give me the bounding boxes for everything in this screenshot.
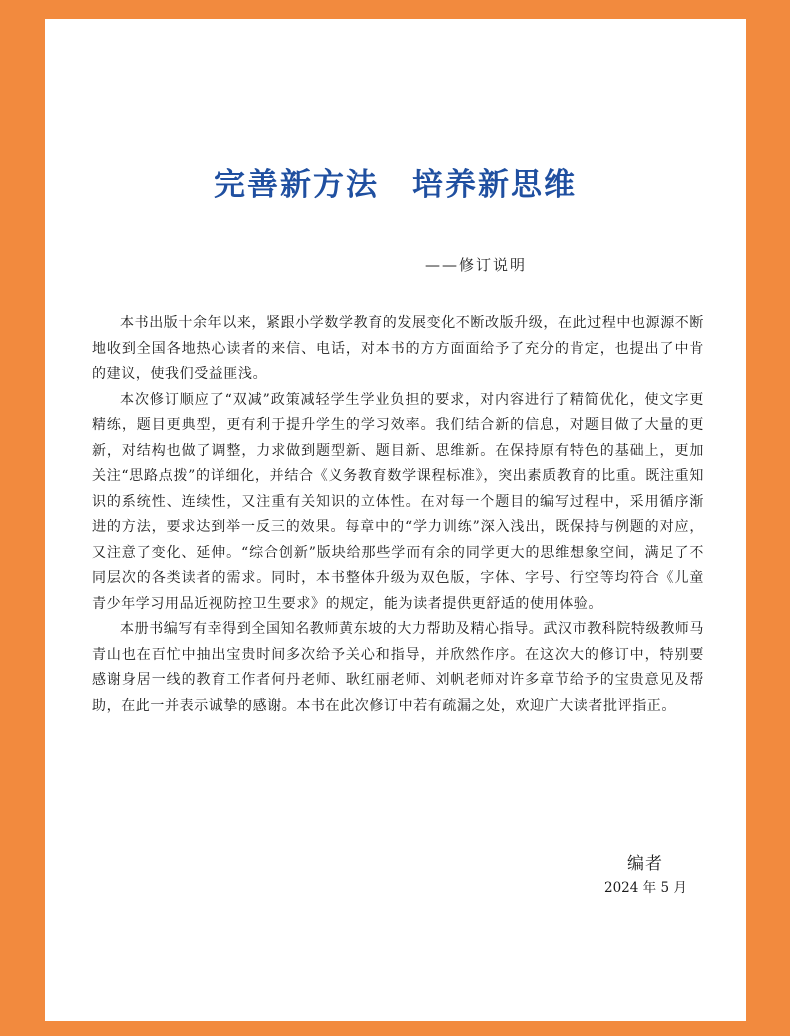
document-body bbox=[92, 311, 704, 719]
paragraph: 本册书编写有幸得到全国知名教师黄东坡的大力帮助及精心指导。武汉市教科院特级教师马青山也在百忙中抽出宝贵时间多次给予关心和指导，并欣然作序。在这次大的修订中，特别要感谢身居一线的教育工作者何丹老师、耿红丽老师、刘帆老师对许多章节给予的宝贵意见及帮助，在此一并表示诚挚的感谢。本书在此次修订中若有疏漏之处，欢迎广大读者批评指正。 bbox=[92, 621, 704, 714]
document-subtitle: ——修订说明 bbox=[425, 256, 528, 274]
paragraph: 本次修订顺应了“双减”政策减轻学生学业负担的要求，对内容进行了精简优化，使文字更精练，题目更典型，更有利于提升学生的学习效率。我们结合新的信息，对题目做了大量的更新，对结构也做了调整，力求做到题型新、题目新、思维新。在保持原有特色的基础上，更加关注“思路点拨”的详细化，并结合《义务教育数学课程标准》，突出素质教育的比重。既注重知识的系统性、连续性，又注重有关知识的立体性。在对每一个题目的编写过程中，采用循序渐进的方法，要求达到举一反三的效果。每章中的“学力训练”深入浅出，既保持与例题的对应，又注意了变化、延伸。“综合创新”版块给那些学而有余的同学更大的思维想象空间，满足了不同层次的各类读者的需求。同时，本书整体升级为双色版，字体、字号、行空等均符合《儿童青少年学习用品近视防控卫生要求》的规定，能为读者提供更舒适的使用体验。 bbox=[92, 391, 704, 612]
paragraph: 本书出版十余年以来，紧跟小学数学教育的发展变化不断改版升级，在此过程中也源源不断地收到全国各地热心读者的来信、电话，对本书的方方面面给予了充分的肯定，也提出了中肯的建议，使我们受益匪浅。 bbox=[92, 315, 704, 382]
document-page bbox=[45, 19, 746, 1021]
signature-date: 2024 年 5 月 bbox=[604, 880, 687, 896]
document-title: 完善新方法 培养新思维 bbox=[214, 167, 577, 203]
signature-name: 编者 bbox=[627, 854, 663, 874]
